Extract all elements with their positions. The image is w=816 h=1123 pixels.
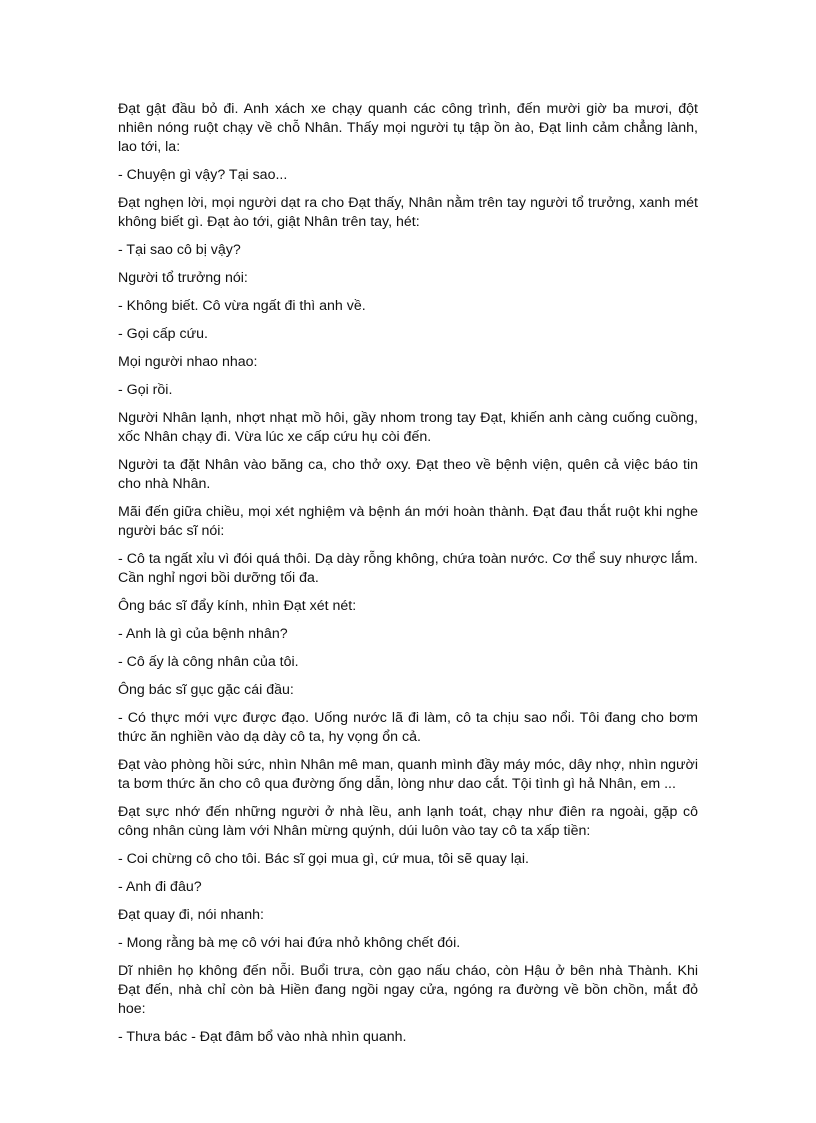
paragraph: Đạt nghẹn lời, mọi người dạt ra cho Đạt thấy, Nhân nằm trên tay người tổ trưởng, xanh mét không biết gì. Đạt ào tới, giật Nhân trên tay, hét: (118, 195, 698, 230)
paragraph: Ông bác sĩ gục gặc cái đầu: (118, 682, 294, 698)
paragraph: - Anh là gì của bệnh nhân? (118, 626, 288, 642)
paragraph: - Cô ta ngất xỉu vì đói quá thôi. Dạ dày rỗng không, chứa toàn nước. Cơ thể suy nhược lắm. Cần nghỉ ngơi bồi dưỡng tối đa. (118, 551, 698, 586)
paragraph: Người ta đặt Nhân vào băng ca, cho thở oxy. Đạt theo về bệnh viện, quên cả việc báo tin cho nhà Nhân. (118, 457, 698, 492)
paragraph: - Gọi cấp cứu. (118, 326, 208, 342)
paragraph: - Cô ấy là công nhân của tôi. (118, 654, 299, 670)
document-page (118, 100, 698, 1056)
paragraph: - Tại sao cô bị vậy? (118, 242, 241, 258)
paragraph: Dĩ nhiên họ không đến nỗi. Buổi trưa, còn gạo nấu cháo, còn Hậu ở bên nhà Thành. Khi Đạt đến, nhà chỉ còn bà Hiền đang ngồi ngay cửa, ngóng ra đường về bồn chồn, mắt đỏ hoe: (118, 963, 698, 1017)
paragraph: - Gọi rồi. (118, 382, 173, 398)
paragraph: - Thưa bác - Đạt đâm bổ vào nhà nhìn quanh. (118, 1029, 407, 1045)
paragraph: Người tổ trưởng nói: (118, 270, 248, 286)
paragraph: - Có thực mới vực được đạo. Uống nước lã đi làm, cô ta chịu sao nổi. Tôi đang cho bơm thức ăn nghiền vào dạ dày cô ta, hy vọng ổn cả. (118, 710, 698, 745)
paragraph: Đạt sực nhớ đến những người ở nhà lều, anh lạnh toát, chạy như điên ra ngoài, gặp cô công nhân cùng làm với Nhân mừng quýnh, dúi luôn vào tay cô ta xấp tiền: (118, 804, 698, 839)
paragraph: Mọi người nhao nhao: (118, 354, 258, 370)
paragraph: Mãi đến giữa chiều, mọi xét nghiệm và bệnh án mới hoàn thành. Đạt đau thắt ruột khi nghe người bác sĩ nói: (118, 504, 698, 539)
paragraph: - Coi chừng cô cho tôi. Bác sĩ gọi mua gì, cứ mua, tôi sẽ quay lại. (118, 851, 529, 867)
paragraph: Đạt vào phòng hồi sức, nhìn Nhân mê man, quanh mình đầy máy móc, dây nhợ, nhìn người ta bơm thức ăn cho cô qua đường ống dẫn, lòng như dao cắt. Tội tình gì hả Nhân, em ... (118, 757, 698, 792)
paragraph: - Mong rằng bà mẹ cô với hai đứa nhỏ không chết đói. (118, 935, 461, 951)
paragraph: - Chuyện gì vậy? Tại sao... (118, 167, 288, 183)
paragraph: - Không biết. Cô vừa ngất đi thì anh về. (118, 298, 366, 314)
paragraph: Người Nhân lạnh, nhợt nhạt mồ hôi, gầy nhom trong tay Đạt, khiến anh càng cuống cuồng, xốc Nhân chạy đi. Vừa lúc xe cấp cứu hụ còi đến. (118, 410, 698, 445)
paragraph: Đạt gật đầu bỏ đi. Anh xách xe chạy quanh các công trình, đến mười giờ ba mươi, đột nhiên nóng ruột chạy về chỗ Nhân. Thấy mọi người tụ tập ồn ào, Đạt linh cảm chẳng lành, lao tới, la: (118, 101, 698, 155)
paragraph: Đạt quay đi, nói nhanh: (118, 907, 264, 923)
paragraph: Ông bác sĩ đẩy kính, nhìn Đạt xét nét: (118, 598, 357, 614)
paragraph: - Anh đi đâu? (118, 879, 202, 895)
